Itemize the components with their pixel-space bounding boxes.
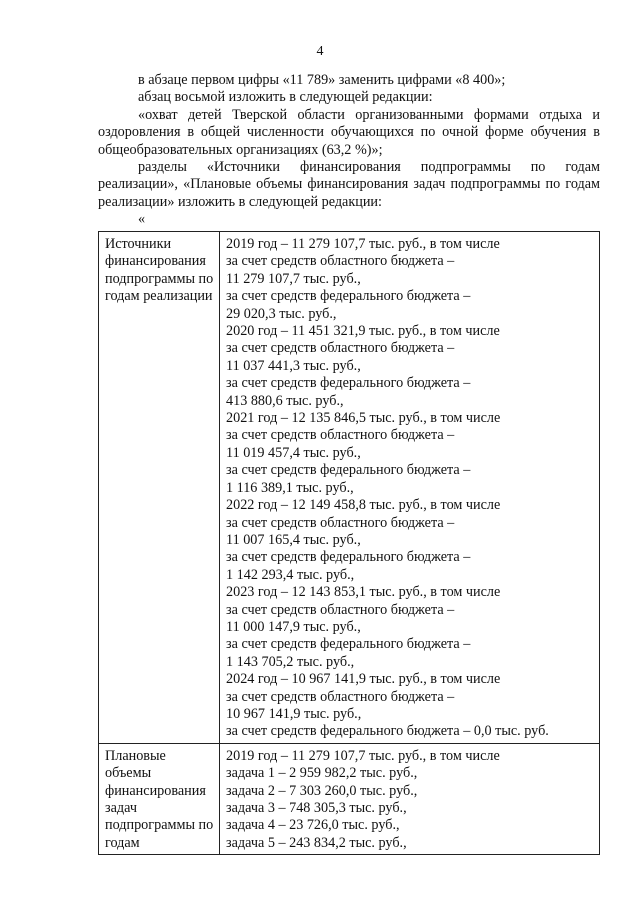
- table-row: [99, 232, 600, 744]
- value-line: 29 020,3 тыс. руб.,: [226, 305, 337, 322]
- row-label-planned: [99, 743, 220, 854]
- paragraph-1: в абзаце первом цифры «11 789» заменить цифрами «8 400»;: [138, 72, 506, 88]
- value-line: 2019 год – 11 279 107,7 тыс. руб., в том числе: [226, 747, 500, 764]
- value-line: за счет средств федерального бюджета –: [226, 375, 471, 392]
- value-line: 2023 год – 12 143 853,1 тыс. руб., в том числе: [226, 584, 501, 601]
- value-line: 10 967 141,9 тыс. руб.,: [226, 705, 362, 722]
- value-line: 413 880,6 тыс. руб.,: [226, 392, 344, 409]
- paragraph-4: разделы «Источники финансирования подпрограммы по годам реализации», «Плановые объемы финансирования задач подпрограммы по годам реализации» изложить в следующей редакции:: [98, 159, 600, 210]
- value-line: 11 279 107,7 тыс. руб.,: [226, 270, 361, 287]
- value-line: 1 143 705,2 тыс. руб.,: [226, 653, 355, 670]
- value-line: 2021 год – 12 135 846,5 тыс. руб., в том числе: [226, 410, 501, 427]
- value-line: 11 037 441,3 тыс. руб.,: [226, 357, 361, 374]
- value-line: задача 4 – 23 726,0 тыс. руб.,: [226, 817, 400, 834]
- row-values-planned: [220, 743, 600, 854]
- value-line: за счет средств областного бюджета –: [226, 340, 455, 357]
- open-quote: «: [138, 211, 146, 228]
- value-line: 2019 год – 11 279 107,7 тыс. руб., в том числе: [226, 236, 500, 252]
- value-line: за счет средств областного бюджета –: [226, 427, 455, 444]
- value-line: за счет средств федерального бюджета –: [226, 288, 471, 305]
- value-line: за счет средств федерального бюджета –: [226, 549, 471, 566]
- value-line: задача 1 – 2 959 982,2 тыс. руб.,: [226, 765, 418, 782]
- value-line: 11 000 147,9 тыс. руб.,: [226, 618, 361, 635]
- value-line: за счет средств федерального бюджета –: [226, 636, 471, 653]
- value-line: 11 019 457,4 тыс. руб.,: [226, 444, 361, 461]
- value-line: 2024 год – 10 967 141,9 тыс. руб., в том числе: [226, 671, 501, 688]
- table-row: [99, 743, 600, 854]
- value-line: 2020 год – 11 451 321,9 тыс. руб., в том числе: [226, 323, 500, 340]
- financing-table: [98, 231, 600, 855]
- value-line: за счет средств федерального бюджета –: [226, 462, 471, 479]
- body-text: [98, 72, 600, 229]
- value-line: за счет средств областного бюджета –: [226, 514, 455, 531]
- value-line: 1 142 293,4 тыс. руб.,: [226, 566, 355, 583]
- value-line: задача 3 – 748 305,3 тыс. руб.,: [226, 800, 407, 816]
- value-line: за счет средств областного бюджета –: [226, 688, 455, 705]
- row-label-text: Плановые объемы финансирования задач подпрограммы по годам: [105, 747, 214, 851]
- value-line: 2022 год – 12 149 458,8 тыс. руб., в том числе: [226, 497, 501, 514]
- value-line: задача 2 – 7 303 260,0 тыс. руб.,: [226, 782, 418, 799]
- row-label-text: Источники финансирования подпрограммы по годам реализации: [105, 236, 214, 305]
- row-values-sources: [220, 232, 600, 744]
- value-line: 11 007 165,4 тыс. руб.,: [226, 531, 361, 548]
- value-line: 1 116 389,1 тыс. руб.,: [226, 479, 354, 496]
- value-line: за счет средств областного бюджета –: [226, 253, 455, 270]
- value-line: за счет средств федерального бюджета – 0,0 тыс. руб.: [226, 723, 549, 740]
- value-line: за счет средств областного бюджета –: [226, 601, 455, 618]
- value-line: задача 5 – 243 834,2 тыс. руб.,: [226, 834, 407, 851]
- row-label-sources: [99, 232, 220, 744]
- paragraph-3: «охват детей Тверской области организованными формами отдыха и оздоровления в общей численности обучающихся по очной форме обучения в общеобразовательных организациях (63,2 %)»;: [98, 106, 600, 158]
- paragraph-2: абзац восьмой изложить в следующей редакции:: [138, 89, 433, 106]
- page-number: 4: [316, 44, 324, 59]
